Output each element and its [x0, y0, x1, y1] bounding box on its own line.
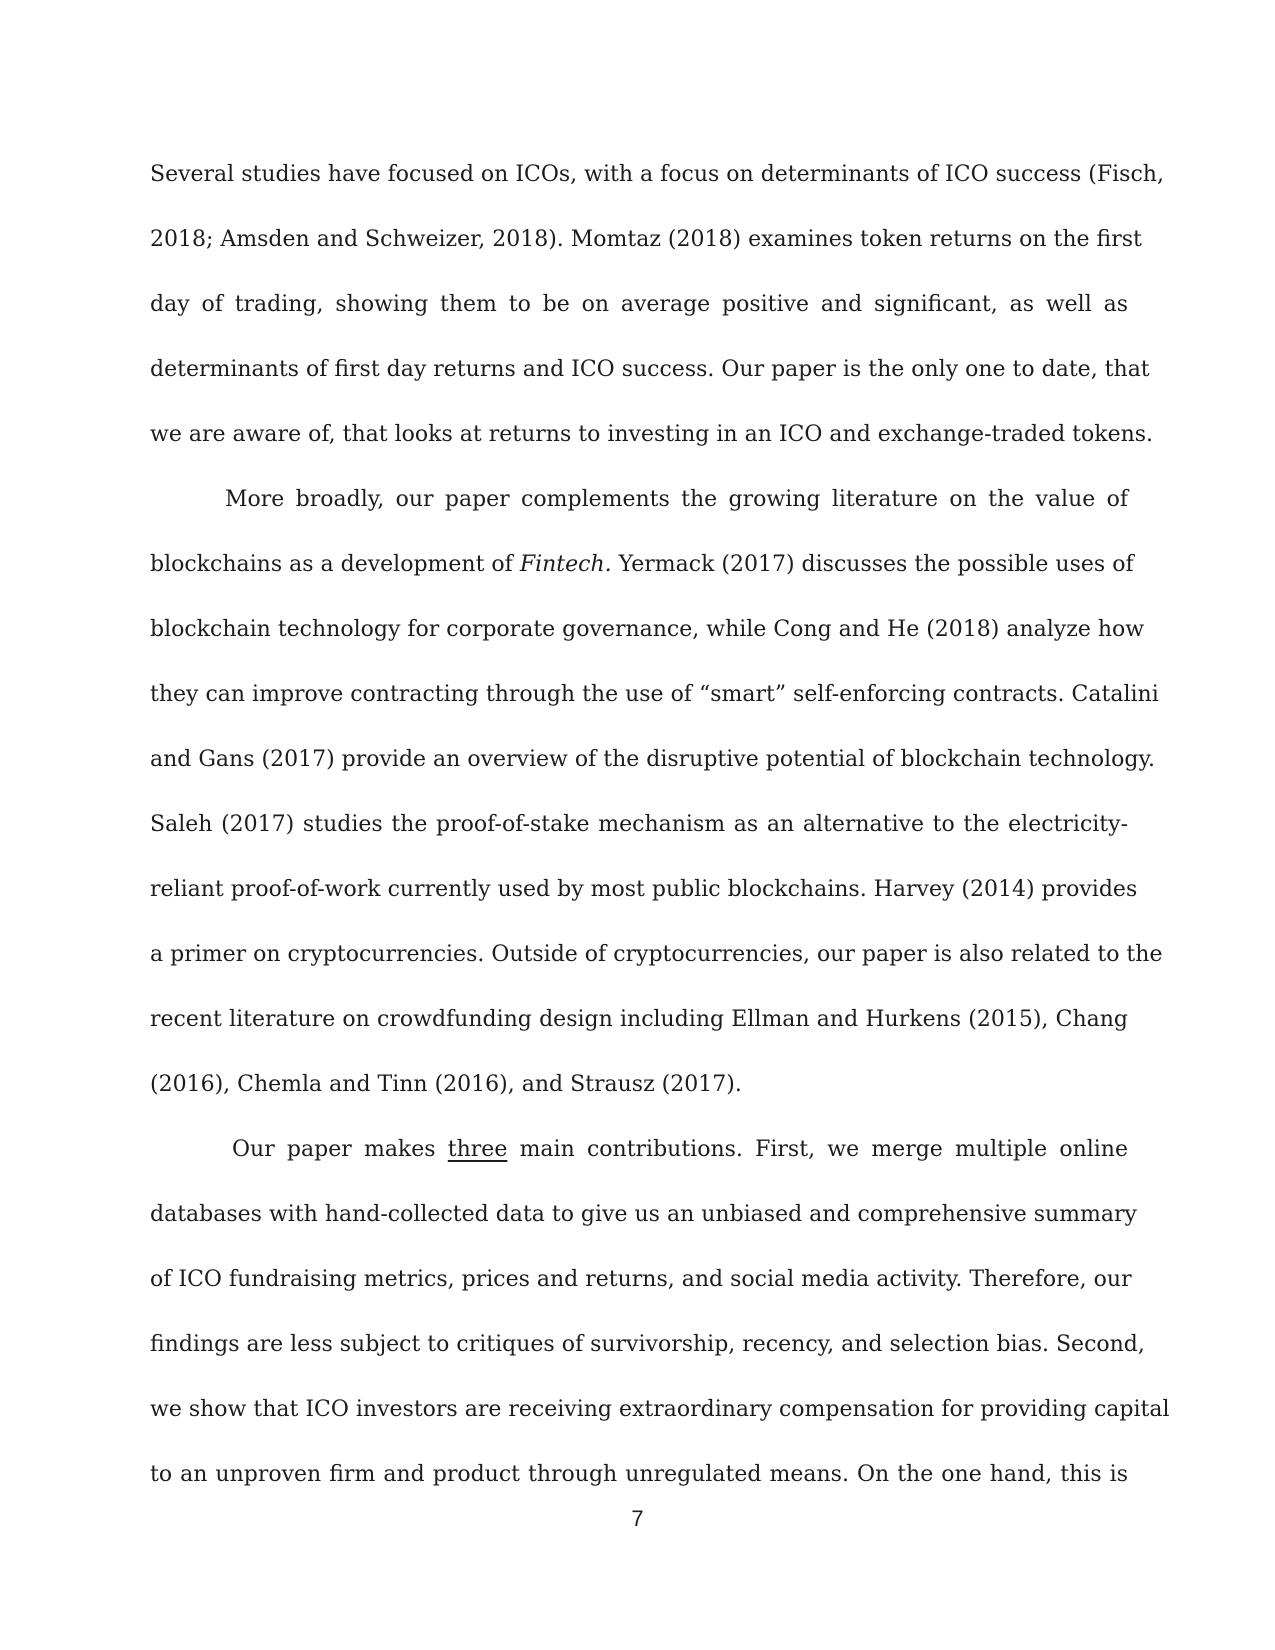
- text-line: we show that ICO investors are receiving extraordinary compensation for providing capital: [150, 1397, 1170, 1422]
- text-line: of ICO fundraising metrics, prices and returns, and social media activity. Therefore, our: [150, 1267, 1132, 1292]
- text-line: Saleh (2017) studies the proof-of-stake mechanism as an alternative to the electricity-: [150, 812, 1128, 837]
- text-line: findings are less subject to critiques of survivorship, recency, and selection bias. Second,: [150, 1332, 1145, 1357]
- text-line: to an unproven firm and product through unregulated means. On the one hand, this is: [150, 1462, 1128, 1487]
- body-text: [150, 142, 1170, 1507]
- text-segment: blockchains as a development of: [150, 552, 520, 577]
- text-segment: Yermack (2017) discusses the possible uses of: [611, 552, 1134, 577]
- text-line: they can improve contracting through the use of “smart” self-enforcing contracts. Catalini: [150, 682, 1159, 707]
- text-line: blockchain technology for corporate governance, while Cong and He (2018) analyze how: [150, 617, 1145, 642]
- paragraph-2: [150, 467, 1163, 1117]
- text-line: [150, 532, 1134, 597]
- text-line: (2016), Chemla and Tinn (2016), and Strausz (2017).: [150, 1072, 742, 1097]
- text-line: Several studies have focused on ICOs, with a focus on determinants of ICO success (Fisch,: [150, 162, 1164, 187]
- text-line: determinants of first day returns and ICO success. Our paper is the only one to date, that: [150, 357, 1150, 382]
- text-segment: main contributions. First, we merge multiple online: [507, 1137, 1128, 1162]
- text-line: day of trading, showing them to be on average positive and significant, as well as: [150, 292, 1128, 317]
- paragraph-3: [150, 1117, 1170, 1507]
- page-number: 7: [631, 1506, 644, 1531]
- text-line: and Gans (2017) provide an overview of the disruptive potential of blockchain technology.: [150, 747, 1155, 772]
- text-line: recent literature on crowdfunding design including Ellman and Hurkens (2015), Chang: [150, 1007, 1128, 1032]
- paragraph-1: [150, 142, 1164, 467]
- text-line: More broadly, our paper complements the growing literature on the value of: [225, 487, 1128, 512]
- text-line: a primer on cryptocurrencies. Outside of cryptocurrencies, our paper is also related to the: [150, 942, 1163, 967]
- text-line: we are aware of, that looks at returns to investing in an ICO and exchange-traded tokens.: [150, 422, 1154, 447]
- italic-term: Fintech.: [519, 552, 612, 577]
- text-line: 2018; Amsden and Schweizer, 2018). Momtaz (2018) examines token returns on the first: [150, 227, 1142, 252]
- text-line: databases with hand-collected data to give us an unbiased and comprehensive summary: [150, 1202, 1137, 1227]
- text-line: [150, 1117, 1128, 1182]
- underlined-word: three: [447, 1137, 508, 1162]
- text-segment: Our paper makes: [232, 1137, 448, 1162]
- text-line: reliant proof-of-work currently used by most public blockchains. Harvey (2014) provides: [150, 877, 1138, 902]
